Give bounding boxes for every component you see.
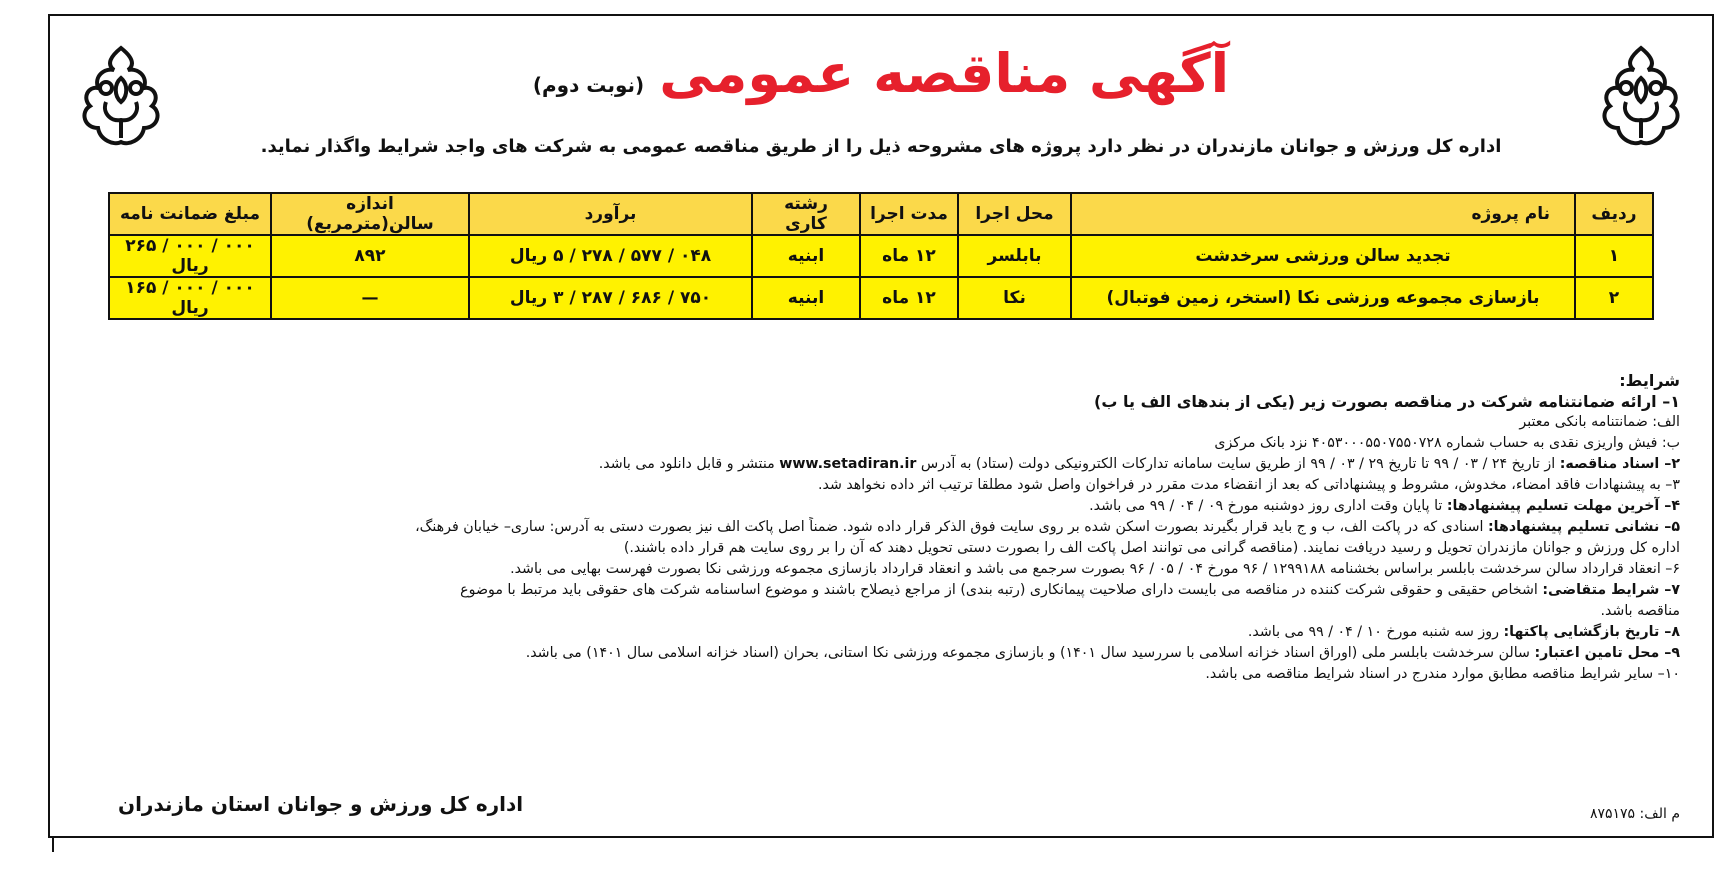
cell-work-field: ابنیه — [752, 277, 860, 319]
condition-7-label: ۷– شرایط متقاضی: — [1542, 582, 1680, 598]
header-guarantee: مبلغ ضمانت نامه — [109, 193, 271, 235]
cell-hall-size: — — [271, 277, 469, 319]
condition-2-label: ۲– اسناد مناقصه: — [1559, 456, 1680, 472]
condition-5-label: ۵– نشانی تسلیم پیشنهادها: — [1488, 519, 1680, 535]
cell-project-name: تجدید سالن ورزشی سرخدشت — [1071, 235, 1575, 277]
condition-3: ۳– به پیشنهادات فاقد امضاء، مخدوش، مشروط و پیشنهاداتی که بعد از انقضاء مدت مقرر در فراخوان واصل شود مطلقا ترتیب اثر داده نخواهد شد. — [818, 477, 1680, 493]
condition-5 — [68, 517, 1680, 538]
cell-row-number: ۲ — [1575, 277, 1653, 319]
notice-round: (نوبت دوم) — [532, 73, 645, 97]
cell-guarantee: ۰۰۰ / ۰۰۰ / ۲۶۵ ریال — [109, 235, 271, 277]
conditions-section — [68, 370, 1680, 685]
condition-8-label: ۸– تاریخ بازگشایی پاکتها: — [1503, 624, 1680, 640]
header-work-field: رشته کاری — [752, 193, 860, 235]
condition-7 — [68, 580, 1680, 601]
notice-body — [58, 22, 1704, 830]
condition-9-text: سالن سرخدشت بابلسر ملی (اوراق اسناد خزانه اسلامی با سررسید سال ۱۴۰۱) و بازسازی مجموعه ورزشی نکا استانی، بحران (اسناد خزانه اسلامی سال ۱۴۰۱) می باشد. — [525, 645, 1530, 661]
cell-hall-size: ۸۹۲ — [271, 235, 469, 277]
notice-intro: اداره کل ورزش و جوانان مازندران در نظر دارد پروژه های مشروحه ذیل را از طریق مناقصه عمومی به شرکت های واجد شرایط واگذار نماید. — [260, 136, 1502, 157]
cell-duration: ۱۲ ماه — [860, 277, 958, 319]
condition-2-text: از تاریخ ۲۴ / ۰۳ / ۹۹ تا تاریخ ۲۹ / ۰۳ / ۹۹ از طریق سایت سامانه تدارکات الکترونیکی دولت (ستاد) به آدرس — [920, 456, 1556, 472]
condition-5-text: اسنادی که در پاکت الف، ب و ج باید قرار بگیرند بصورت اسکن شده بر روی سایت فوق الذکر قرار داده شود. ضمناً اصل پاکت الف نیز بصورت دستی به آدرس: ساری– خیابان فرهنگ، — [415, 519, 1484, 535]
condition-8 — [68, 622, 1680, 643]
condition-4 — [68, 496, 1680, 517]
condition-2 — [68, 454, 1680, 475]
condition-7-continued: مناقصه باشد. — [1600, 603, 1680, 619]
cell-project-name: بازسازی مجموعه ورزشی نکا (استخر، زمین فوتبال) — [1071, 277, 1575, 319]
setadiran-link[interactable]: www.setadiran.ir — [779, 456, 917, 472]
conditions-heading: شرایط: — [1619, 371, 1680, 390]
header-estimate: برآورد — [469, 193, 752, 235]
projects-table — [108, 192, 1654, 320]
condition-2-tail: منتشر و قابل دانلود می باشد. — [598, 456, 775, 472]
issuer-signature: اداره کل ورزش و جوانان استان مازندران — [118, 792, 524, 816]
condition-6: ۶– انعقاد قرارداد سالن سرخدشت بابلسر براساس بخشنامه ۱۲۹۹۱۸۸ / ۹۶ مورخ ۰۴ / ۰۵ / ۹۶ بصورت سرجمع می باشد و انعقاد قرارداد بازسازی مجموعه ورزشی نکا بصورت فهرست بهایی می باشد. — [510, 561, 1680, 577]
table-row — [109, 235, 1653, 277]
cell-estimate: ۰۴۸ / ۵۷۷ / ۲۷۸ / ۵ ریال — [469, 235, 752, 277]
cell-location: نکا — [958, 277, 1071, 319]
header-location: محل اجرا — [958, 193, 1071, 235]
cell-estimate: ۷۵۰ / ۶۸۶ / ۲۸۷ / ۳ ریال — [469, 277, 752, 319]
condition-1a: الف: ضمانتنامه بانکی معتبر — [1519, 414, 1680, 430]
header-hall-size: اندازه سالن(مترمربع) — [271, 193, 469, 235]
notice-title: آگهی مناقصه عمومی — [659, 42, 1230, 105]
condition-9 — [68, 643, 1680, 664]
condition-7-text: اشخاص حقیقی و حقوقی شرکت کننده در مناقصه می بایست دارای صلاحیت پیمانکاری (رتبه بندی) از مراجع ذیصلاح باشند و موضوع اساسنامه شرکت های حقوقی باید مرتبط با موضوع — [460, 582, 1538, 598]
condition-5-continued: اداره کل ورزش و جوانان مازندران تحویل و رسید دریافت نمایند. (مناقصه گرانی می توانند اصل پاکت الف را بصورت دستی تحویل دهند که آن را بر روی سایت هم قرار داده باشند.) — [623, 540, 1680, 556]
condition-1b: ب: فیش واریزی نقدی به حساب شماره ۴۰۵۳۰۰۰۵۵۰۷۵۵۰۷۲۸ نزد بانک مرکزی — [1214, 435, 1680, 451]
cell-duration: ۱۲ ماه — [860, 235, 958, 277]
condition-4-text: تا پایان وقت اداری روز دوشنبه مورخ ۰۹ / ۰۴ / ۹۹ می باشد. — [1089, 498, 1443, 514]
header-row-number: ردیف — [1575, 193, 1653, 235]
cell-work-field: ابنیه — [752, 235, 860, 277]
tender-notice — [48, 14, 1714, 838]
header-project-name: نام پروژه — [1071, 193, 1575, 235]
condition-1: ۱– ارائه ضمانتنامه شرکت در مناقصه بصورت زیر (یکی از بندهای الف یا ب) — [1094, 392, 1680, 411]
cell-row-number: ۱ — [1575, 235, 1653, 277]
condition-9-label: ۹– محل تامین اعتبار: — [1534, 645, 1680, 661]
crop-mark — [52, 836, 54, 852]
table-row — [109, 277, 1653, 319]
cell-location: بابلسر — [958, 235, 1071, 277]
table-header-row — [109, 193, 1653, 235]
cell-guarantee: ۰۰۰ / ۰۰۰ / ۱۶۵ ریال — [109, 277, 271, 319]
condition-8-text: روز سه شنبه مورخ ۱۰ / ۰۴ / ۹۹ می باشد. — [1247, 624, 1499, 640]
condition-10: ۱۰– سایر شرایط مناقصه مطابق موارد مندرج در اسناد شرایط مناقصه می باشد. — [1205, 666, 1680, 682]
condition-4-label: ۴– آخرین مهلت تسلیم پیشنهادها: — [1446, 498, 1680, 514]
reference-code: م الف: ۸۷۵۱۷۵ — [1589, 806, 1680, 822]
notice-title-block — [58, 42, 1704, 105]
header-duration: مدت اجرا — [860, 193, 958, 235]
